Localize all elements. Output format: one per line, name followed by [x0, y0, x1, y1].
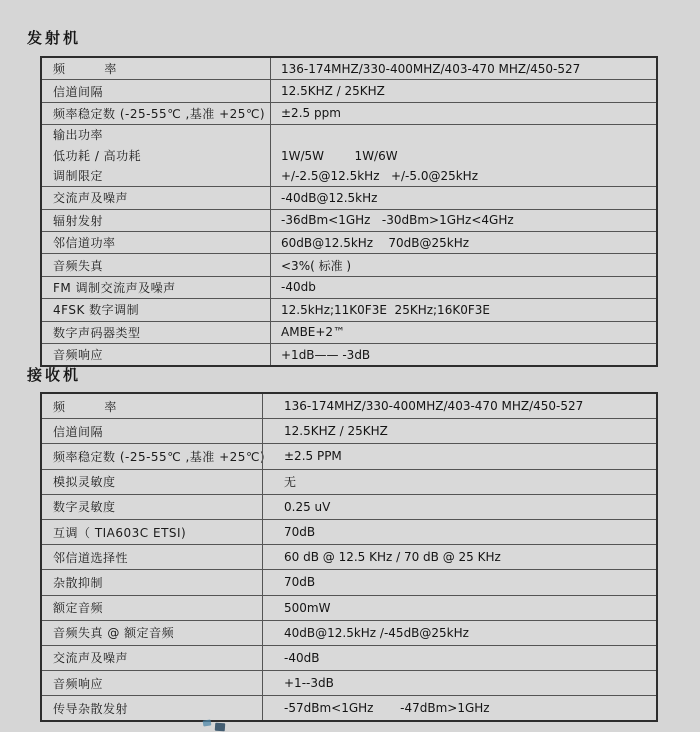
table-row	[42, 253, 656, 275]
watermark-mark-dark	[215, 723, 226, 732]
spec-value: -40dB	[262, 646, 656, 670]
spec-label: 频率稳定数 (-25-55℃ ,基准 +25℃)	[53, 449, 266, 464]
table-row	[42, 494, 656, 519]
spec-value: -40db	[270, 277, 656, 298]
spec-value: AMBE+2™	[270, 322, 656, 343]
spec-value: 136-174MHZ/330-400MHZ/403-470 MHZ/450-527	[262, 394, 656, 418]
table-row	[42, 79, 656, 101]
spec-value-line: +/-2.5@12.5kHz +/-5.0@25kHz	[281, 168, 478, 183]
spec-value: 无	[262, 470, 656, 494]
spec-label: 音频失真	[53, 258, 104, 273]
spec-label: 邻信道功率	[53, 236, 116, 251]
spec-label: 额定音频	[53, 601, 104, 616]
spec-value: 500mW	[262, 596, 656, 620]
spec-label: 交流声及噪声	[53, 651, 129, 666]
table-row	[42, 670, 656, 695]
spec-value: 60 dB @ 12.5 KHz / 70 dB @ 25 KHz	[262, 545, 656, 569]
spec-value	[270, 125, 656, 186]
spec-label: 邻信道选择性	[53, 550, 129, 565]
receiver-table	[40, 392, 658, 722]
table-row	[42, 418, 656, 443]
spec-label-line: 调制限定	[53, 168, 104, 183]
spec-value: -36dBm<1GHz -30dBm>1GHz<4GHz	[270, 210, 656, 231]
spec-label: 信道间隔	[53, 424, 104, 439]
spec-value: 70dB	[262, 570, 656, 594]
spec-label: 音频响应	[53, 676, 104, 691]
table-row	[42, 321, 656, 343]
spec-label-line: 低功耗 / 高功耗	[53, 148, 142, 163]
transmitter-table	[40, 56, 658, 367]
table-row	[42, 443, 656, 468]
spec-value: 12.5KHZ / 25KHZ	[270, 80, 656, 101]
spec-label: 互调（ TIA603C ETSI)	[53, 525, 187, 540]
spec-value: ±2.5 PPM	[262, 444, 656, 468]
watermark-fragment	[200, 718, 240, 732]
spec-label: 频 率	[53, 399, 117, 414]
table-row	[42, 519, 656, 544]
spec-label: 4FSK 数字调制	[53, 303, 140, 318]
spec-value-line: 1W/5W 1W/6W	[281, 148, 398, 163]
spec-value: 0.25 uV	[262, 495, 656, 519]
table-row	[42, 231, 656, 253]
table-row	[42, 209, 656, 231]
section-title-receiver: 接收机	[27, 366, 82, 384]
table-row	[42, 298, 656, 320]
spec-label: 频 率	[53, 62, 117, 77]
spec-label: 辐射发射	[53, 213, 104, 228]
spec-value: +1--3dB	[262, 671, 656, 695]
spec-value: 136-174MHZ/330-400MHZ/403-470 MHZ/450-527	[270, 58, 656, 79]
spec-label: 数字灵敏度	[53, 500, 116, 515]
spec-value: 12.5kHz;11K0F3E 25KHz;16K0F3E	[270, 299, 656, 320]
spec-value: 40dB@12.5kHz /-45dB@25kHz	[262, 621, 656, 645]
spec-label: 数字声码器类型	[53, 325, 141, 340]
spec-label: 音频失真 @ 额定音频	[53, 626, 175, 641]
spec-label: 杂散抑制	[53, 575, 104, 590]
spec-label: 交流声及噪声	[53, 191, 129, 206]
table-row-output-power-group	[42, 124, 656, 186]
spec-value: ±2.5 ppm	[270, 103, 656, 124]
spec-label: 频率稳定数 (-25-55℃ ,基准 +25℃)	[53, 106, 266, 121]
spec-label	[42, 125, 270, 186]
table-row	[42, 595, 656, 620]
spec-label: 信道间隔	[53, 84, 104, 99]
spec-value: 70dB	[262, 520, 656, 544]
spec-value: -57dBm<1GHz -47dBm>1GHz	[262, 696, 656, 720]
watermark-mark-light	[203, 719, 212, 726]
table-row	[42, 58, 656, 79]
table-row	[42, 569, 656, 594]
spec-label: 模拟灵敏度	[53, 475, 116, 490]
table-row	[42, 645, 656, 670]
spec-label: 音频响应	[53, 348, 104, 363]
spec-label-line: 输出功率	[53, 128, 104, 143]
spec-value: 12.5KHZ / 25KHZ	[262, 419, 656, 443]
spec-value: <3%( 标准 )	[270, 254, 656, 275]
table-row	[42, 544, 656, 569]
table-row	[42, 469, 656, 494]
table-row	[42, 695, 656, 720]
spec-value-line	[281, 125, 285, 145]
table-row	[42, 394, 656, 418]
spec-label: FM 调制交流声及噪声	[53, 280, 176, 295]
table-row	[42, 343, 656, 365]
spec-value: +1dB—— -3dB	[270, 344, 656, 365]
table-row	[42, 186, 656, 208]
table-row	[42, 276, 656, 298]
table-row	[42, 102, 656, 124]
table-row	[42, 620, 656, 645]
section-title-transmitter: 发射机	[27, 29, 82, 47]
spec-value: -40dB@12.5kHz	[270, 187, 656, 208]
spec-value: 60dB@12.5kHz 70dB@25kHz	[270, 232, 656, 253]
spec-label: 传导杂散发射	[53, 701, 129, 716]
